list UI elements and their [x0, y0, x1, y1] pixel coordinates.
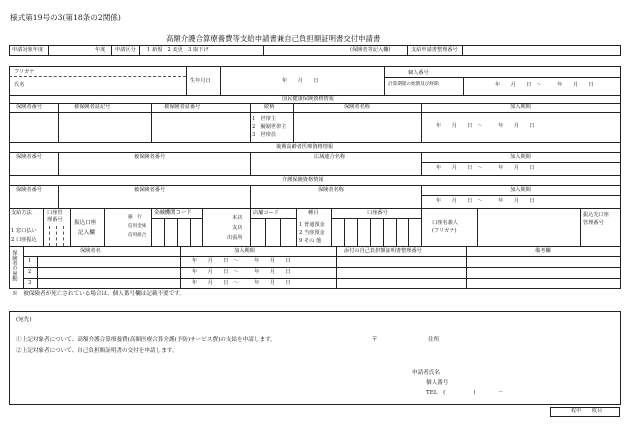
others-insurer-name: 保険者名 [80, 248, 101, 254]
nhi-insurer-number: 保険者番号 [16, 104, 42, 110]
personal-number-label: 個人番号 [408, 70, 429, 76]
branch-type-sub[interactable]: 出張所 [227, 235, 243, 241]
insurer-entry-note: (保険者等記入欄) [350, 47, 391, 53]
others-enrollment-period: 加入期間 [234, 248, 255, 254]
branch-type-branch[interactable]: 支店 [232, 225, 243, 231]
elderly-enrollment-period: 加入期間 [510, 154, 531, 160]
form-code: 様式第19号の3(第18条の2関係) [10, 13, 121, 22]
period-value: 年 月 日 ～ 年 月 日 [495, 82, 594, 88]
account-number-label: 口座番号 [367, 210, 388, 216]
elderly-union-name: 広域連合名称 [314, 154, 346, 160]
others-period-1: 年 月 日 ～ 年 月 日 [192, 258, 291, 264]
period-label: 計算期間の始期及び終期 [388, 82, 439, 87]
nhi-insurer-name: 保険者名称 [344, 104, 370, 110]
branch-type-head[interactable]: 本店 [232, 215, 243, 221]
others-cert-number: 添付の自己負担額証明書整理番号 [344, 248, 422, 254]
account-holder-label-1: 口座名義人 [432, 220, 458, 226]
nhi-relation-opt-3[interactable]: 3 世帯員 [252, 132, 277, 138]
account-holder-label-2: (フリガナ) [432, 228, 457, 234]
elderly-insured-number: 被保険者番号 [134, 154, 166, 160]
dest-mgmt-label-2: 管理番号 [583, 220, 604, 226]
mgmt-number-label: 支給申請書整理番号 [411, 47, 458, 53]
nhi-relation-opt-2[interactable]: 2 擬制世帯主 [252, 124, 287, 130]
elderly-insurer-number: 保険者番号 [16, 154, 42, 160]
bank-type-shinkin[interactable]: 信用金庫 [128, 224, 147, 229]
statement-line-2: ②上記対象者について、自己負担額証明書の交付を申請します。 [16, 348, 178, 354]
account-mgmt-label-2: 理番号 [47, 217, 63, 223]
branch-code-label: 店舗コード [253, 210, 279, 216]
type-label: 申請区分 [115, 47, 136, 53]
nhi-card-number: 被保険者証番号 [164, 104, 201, 110]
payment-opt-counter[interactable]: 1 窓口払い [11, 228, 37, 234]
account-type-current[interactable]: 2 当座預金 [299, 230, 325, 236]
statement-line-1: ①上記対象者について、高額介護合算療養費(高額医療合算介護(予防)サービス費)の支給を申請します。 [16, 337, 276, 343]
others-period-2: 年 月 日 ～ 年 月 日 [192, 269, 291, 275]
account-type-other[interactable]: 9 その 他 [299, 238, 322, 244]
page-title: 高額介護合算療養費等支給申請書兼自己負担額証明書交付申請書 [166, 34, 381, 43]
address-label: 住所 [428, 337, 440, 343]
birth-date-value: 年 月 日 [282, 78, 319, 84]
nhi-relation: 続柄 [264, 104, 275, 110]
dest-mgmt-label-1: 振込先口座 [583, 212, 609, 218]
nhi-period-value: 年 月 日 ～ 年 月 日 [436, 123, 535, 129]
nhi-enrollment-period: 加入期間 [510, 104, 531, 110]
target-year-label: 申請対象年度 [12, 47, 44, 53]
elderly-period-value: 年 月 日 ～ 年 月 日 [436, 165, 535, 171]
applicant-name-label: 申請者氏名 [412, 370, 440, 376]
care-enrollment-period: 加入期間 [510, 187, 531, 193]
footnote: ※ 被保険者が死亡されている場合は、個人番号欄は記載不要です。 [12, 291, 185, 297]
account-mgmt-label-1: 口座管 [47, 210, 63, 216]
addressee: (宛先) [16, 317, 32, 323]
others-row-1: 1 [28, 258, 32, 264]
others-row-2: 2 [28, 269, 32, 275]
care-insured-number: 被保険者番号 [134, 187, 166, 193]
birth-date-label: 生年月日 [190, 78, 211, 84]
name-label: 氏名 [14, 82, 25, 88]
payment-opt-transfer[interactable]: 2 口座振込 [11, 237, 37, 243]
others-period-3: 年 月 日 ～ 年 月 日 [192, 280, 291, 286]
transfer-account-label-1: 振込口座 [74, 220, 97, 226]
type-options[interactable]: 1 新規 2 変更 3 取下げ [147, 47, 209, 53]
insurer-change-side-label: 保険者の異動 [11, 250, 18, 282]
transfer-account-label-2: 記入欄 [78, 230, 95, 236]
bank-type-bank[interactable]: 銀 行 [128, 215, 142, 220]
year-unit: 年度 [95, 47, 106, 53]
payment-method-label: 支給方法 [11, 210, 32, 216]
care-insurer-number: 保険者番号 [16, 187, 42, 193]
account-type-ordinary[interactable]: 1 普通預金 [299, 222, 325, 228]
nhi-section-title: 国民健康保険資格情報 [282, 96, 334, 102]
institution-code-label: 金融機関コード [154, 210, 192, 216]
bank-type-kumiai[interactable]: 信用組合 [128, 233, 147, 238]
page-count: 枚中 枚目 [571, 408, 603, 414]
care-period-value: 年 月 日 ～ 年 月 日 [436, 198, 535, 204]
care-section-title: 介護保険資格情報 [282, 177, 324, 183]
account-type-label: 種目 [308, 210, 319, 216]
nhi-card-symbol: 被保険者証記号 [74, 104, 111, 110]
furigana-label: フリガナ [14, 69, 35, 75]
nhi-relation-opt-1[interactable]: 1 世帯主 [252, 116, 277, 122]
applicant-tel: TEL ( ) － [426, 390, 504, 396]
others-row-3: 3 [28, 280, 32, 286]
applicant-personal-number: 個人番号 [426, 380, 449, 386]
others-remarks: 備考欄 [535, 248, 551, 254]
statement-box [9, 311, 621, 405]
care-insurer-name: 保険者名称 [318, 187, 344, 193]
postal-label: 〒 [372, 337, 378, 343]
elderly-section-title: 後期高齢者医療資格情報 [276, 144, 334, 150]
